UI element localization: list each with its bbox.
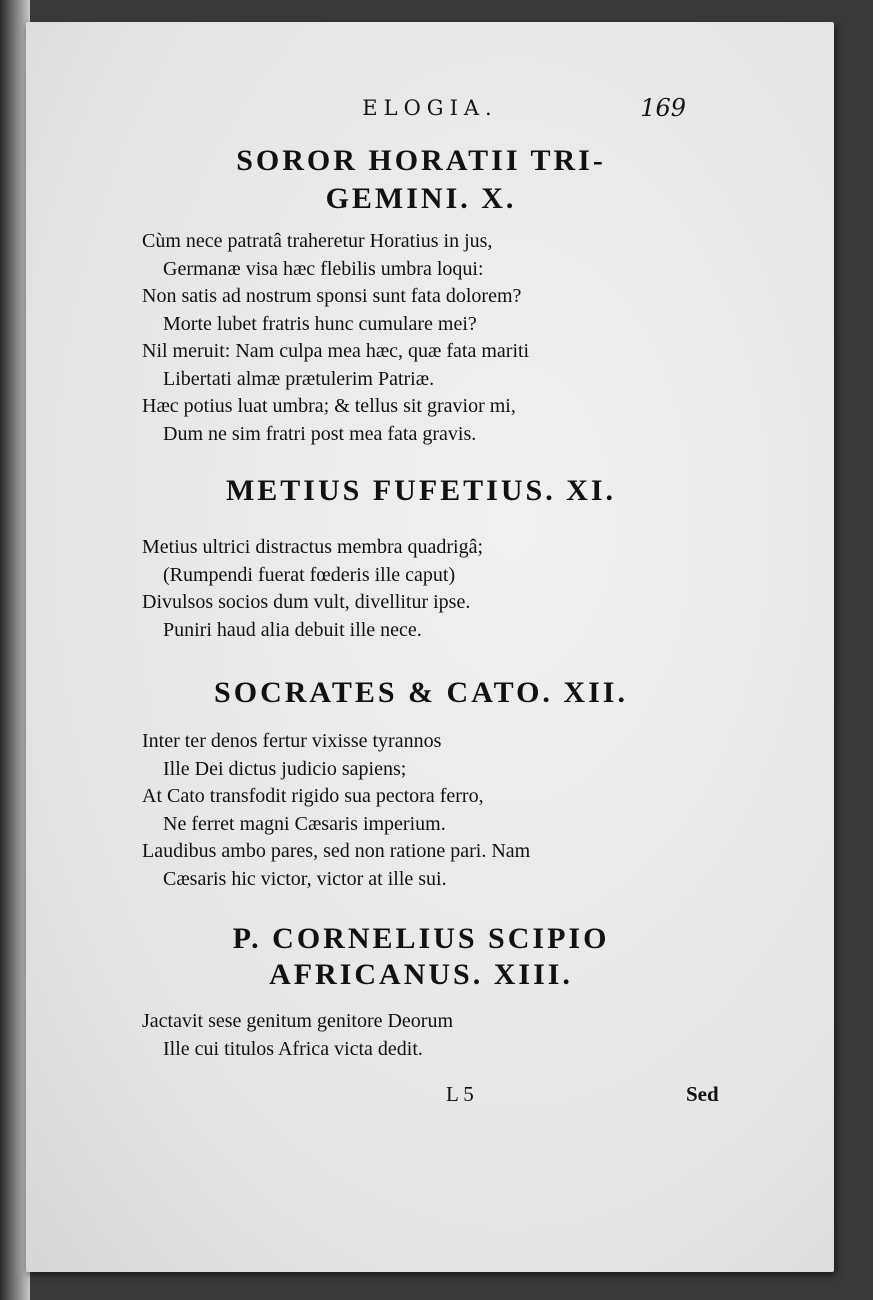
signature-mark: L 5 (446, 1082, 474, 1106)
section-title-x-line-2: GEMINI. X. (325, 182, 517, 215)
verse-line: Ille Dei dictus judicio sapiens; (163, 757, 407, 780)
running-title: ELOGIA. (362, 96, 498, 120)
section-title-xiii-line-2: AFRICANUS. XIII. (269, 958, 573, 991)
verse-line: Metius ultrici distractus membra quadrigâ; (142, 536, 484, 558)
verse-line: Morte lubet fratris hunc cumulare mei? (163, 312, 477, 335)
verse-line: Divulsos socios dum vult, divellitur ipse. (142, 591, 471, 613)
verse-line: (Rumpendi fuerat fœderis ille caput) (163, 563, 456, 586)
verse-line: Germanæ visa hæc flebilis umbra loqui: (163, 257, 484, 280)
verse-line: Jactavit sese genitum genitore Deorum (142, 1010, 454, 1032)
page-number: 169 (640, 94, 686, 122)
section-title-xiii-line-1: P. CORNELIUS SCIPIO (232, 922, 610, 955)
verse-line: Ille cui titulos Africa victa dedit. (163, 1037, 423, 1060)
poem-xii (142, 728, 802, 893)
verse-line: Ne ferret magni Cæsaris imperium. (163, 812, 446, 835)
poem-xi (142, 534, 802, 644)
catchword: Sed (686, 1082, 719, 1106)
book-page (26, 22, 834, 1272)
section-title-xi: METIUS FUFETIUS. XI. (225, 474, 617, 507)
verse-line: Puniri haud alia debuit ille nece. (163, 618, 422, 641)
verse-line: At Cato transfodit rigido sua pectora ferro, (142, 785, 484, 807)
verse-line: Non satis ad nostrum sponsi sunt fata dolorem? (142, 285, 522, 307)
verse-line: Cùm nece patratâ traheretur Horatius in jus, (142, 230, 493, 252)
section-title-x-line-1: SOROR HORATII TRI- (236, 144, 606, 177)
section-title-xii: SOCRATES & CATO. XII. (214, 676, 628, 709)
verse-line: Hæc potius luat umbra; & tellus sit gravior mi, (142, 395, 516, 417)
verse-line: Libertati almæ prætulerim Patriæ. (163, 367, 435, 390)
poem-x (142, 228, 802, 448)
verse-line: Nil meruit: Nam culpa mea hæc, quæ fata mariti (142, 340, 530, 362)
verse-line: Dum ne sim fratri post mea fata gravis. (163, 422, 477, 445)
verse-line: Laudibus ambo pares, sed non ratione pari. Nam (142, 840, 531, 862)
poem-xiii (142, 1008, 802, 1063)
verse-line: Inter ter denos fertur vixisse tyrannos (142, 730, 442, 752)
verse-line: Cæsaris hic victor, victor at ille sui. (163, 867, 447, 890)
